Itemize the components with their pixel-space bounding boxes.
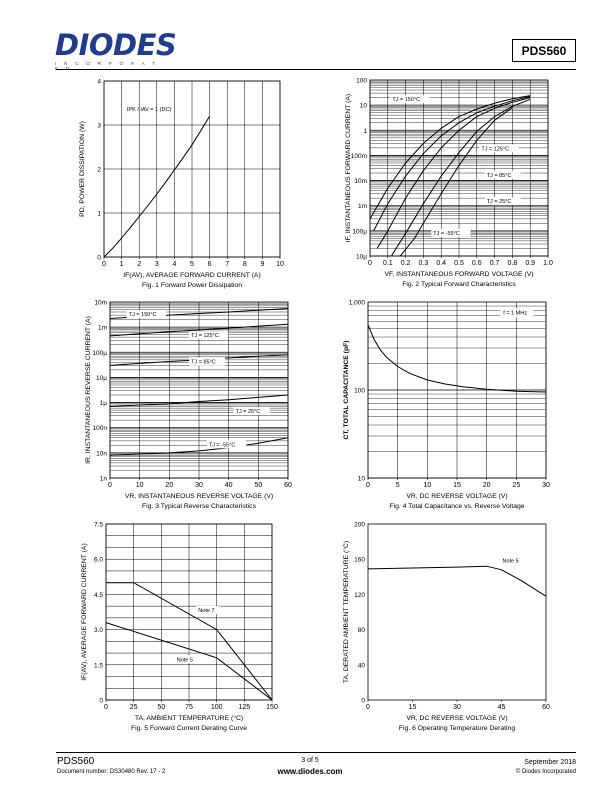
x-tick-label: 50 [157,704,166,711]
x-tick-label: 7 [225,261,230,268]
x-tick-label: 0.8 [507,260,518,267]
y-tick-label: 1.5 [93,662,103,670]
y-tick-label: 100µ [352,228,367,236]
x-axis-label: IF(AV), AVERAGE FORWARD CURRENT (A) [123,272,261,279]
y-tick-label: 2 [97,166,101,174]
annotation-text: f = 1 MHz [503,310,527,317]
series-label: TJ = -55°C [433,230,460,237]
x-tick-label: 10 [423,482,432,489]
y-tick-label: 4.5 [93,591,103,599]
series-line [368,566,546,596]
header-rule [56,69,576,70]
series-label: Note 5 [502,558,519,565]
x-tick-label: 45 [497,704,506,711]
series-line [374,97,531,231]
figure-2-forward-characteristics [330,75,560,290]
x-axis-label: VR, DC REVERSE VOLTAGE (V) [406,715,508,722]
x-tick-label: 150 [266,704,278,711]
footer-page-number: 3 of 5 [301,757,319,764]
x-tick-label: 40 [224,482,233,489]
y-tick-label: 40 [357,662,365,670]
logo-wordmark: DIODES [55,28,177,62]
x-tick-label: 60 [542,704,550,711]
x-tick-label: 0 [366,482,370,489]
footer-website[interactable]: www.diodes.com [277,767,343,776]
chart-grid [368,302,546,478]
x-tick-label: 30 [453,704,461,711]
series-label: TJ = -55°C [208,442,236,449]
y-tick-label: 0 [97,254,101,262]
y-tick-label: 7.5 [93,521,103,529]
y-tick-label: 0 [361,697,365,705]
y-tick-label: 4 [97,78,101,86]
chart-title: Fig. 2 Typical Forward Characteristics [402,281,516,288]
x-axis-label: VF, INSTANTANEOUS FORWARD VOLTAGE (V) [384,271,534,278]
y-tick-label: 10n [96,450,107,458]
figure-5-derating [78,518,293,736]
x-tick-label: 100 [210,704,223,711]
x-tick-label: 0 [102,261,106,268]
x-tick-label: 6 [207,261,212,268]
series-label: TJ = 85°C [191,359,216,366]
x-tick-label: 5 [395,482,400,489]
chart-title: Fig. 5 Forward Current Derating Curve [131,725,247,732]
figure-4-capacitance [336,296,558,511]
y-axis-label: PD, POWER DISSIPATION (W) [79,121,86,217]
y-tick-label: 10µ [96,374,107,382]
x-tick-label: 0.2 [400,260,411,267]
y-tick-label: 1n [99,475,107,483]
y-tick-label: 10m [354,178,367,186]
x-tick-label: 3 [154,261,159,268]
series-label: TJ = 125°C [191,333,219,340]
chart-grid [106,524,272,700]
x-tick-label: 10 [135,482,144,489]
series-label: TJ = 150°C [392,97,421,104]
y-tick-label: 1,000 [348,299,365,307]
x-tick-label: 0.1 [382,260,393,267]
y-tick-label: 100n [92,425,107,433]
chart-title: Fig. 3 Typical Reverse Characteristics [142,503,256,510]
footer-part-number: PDS560 [57,756,95,767]
chart-title: Fig. 6 Operating Temperature Derating [398,725,516,732]
footer-copyright: © Diodes Incorporated [515,769,576,775]
x-tick-label: 1 [119,261,124,268]
fig1-svg [80,75,290,290]
footer-rule [56,752,576,753]
y-tick-label: 10µ [356,253,367,261]
figure-6-temperature-derating [336,518,558,736]
y-axis-label: CT, TOTAL CAPACITANCE (pF) [343,340,350,440]
y-tick-label: 160 [354,556,365,564]
y-tick-label: 10 [357,475,365,483]
x-tick-label: 50 [254,482,263,489]
y-tick-label: 10 [359,102,367,110]
y-axis-label: TA, DERATED AMBIENT TEMPERATURE (°C) [343,540,350,684]
series-label: TJ = 25°C [235,408,261,415]
y-tick-label: 120 [354,591,365,599]
diodes-logo [55,28,177,71]
x-tick-label: 8 [242,261,247,268]
footer-date: September 2018 [524,759,576,766]
y-tick-label: 3 [97,122,101,130]
series-label: TJ = 25°C [486,199,512,206]
x-tick-label: 15 [408,704,417,711]
y-tick-label: 1 [363,127,367,135]
x-tick-label: 9 [260,261,265,268]
series-label: TJ = 150°C [128,312,157,319]
y-tick-label: 80 [357,627,365,635]
y-tick-label: 6.0 [93,556,103,564]
chart-grid [110,302,288,478]
fig2-svg [330,75,560,290]
figure-3-reverse-characteristics [78,296,293,511]
y-tick-label: 1m [97,324,107,332]
x-tick-label: 0 [368,260,372,267]
x-tick-label: 20 [165,482,174,489]
logo-subtext: I N C O R P O R A T E D [55,61,159,71]
x-tick-label: 0 [104,704,108,711]
y-tick-label: 1m [357,203,367,211]
series-label: Note 5 [176,657,193,664]
y-tick-label: 100µ [92,349,107,357]
series-label: TJ = 85°C [486,172,512,179]
x-tick-label: 75 [185,704,193,711]
x-tick-label: 0.6 [471,260,482,267]
x-tick-label: 2 [137,261,142,268]
x-tick-label: 0 [366,704,370,711]
fig3-svg [78,296,293,511]
x-tick-label: 30 [195,482,203,489]
y-tick-label: 10m [94,299,107,307]
x-tick-label: 0.3 [418,260,429,267]
series-label: Note 7 [198,608,215,614]
y-tick-label: 200 [354,521,365,529]
y-tick-label: 0 [99,697,103,705]
x-axis-label: VR, INSTANTANEOUS REVERSE VOLTAGE (V) [124,493,274,500]
y-tick-label: 1 [97,210,101,218]
fig6-svg [336,518,558,736]
part-number-box: PDS560 [512,39,576,62]
y-axis-label: IF, INSTANTANEOUS FORWARD CURRENT (A) [345,93,352,243]
y-tick-label: 100m [350,152,367,160]
chart-title: Fig. 4 Total Capacitance vs. Reverse Voltage [389,503,525,510]
series-label: TJ = 125°C [481,146,510,153]
figure-1-forward-power-dissipation [80,75,290,290]
plot-frame [368,524,546,700]
x-tick-label: 25 [512,482,521,489]
y-tick-label: 3.0 [93,627,103,635]
x-tick-label: 20 [482,482,491,489]
x-axis-label: VR, DC REVERSE VOLTAGE (V) [406,493,508,500]
footer-doc-number: Document number: DS30480 Rev. 17 - 2 [57,769,166,775]
y-axis-label: IF(AV), AVERAGE FORWARD CURRENT (A) [81,543,88,681]
fig5-svg [78,518,293,736]
x-tick-label: 25 [129,704,138,711]
x-axis-label: TA, AMBIENT TEMPERATURE (°C) [134,715,244,722]
y-axis-label: IR, INSTANTANEOUS REVERSE CURRENT (A) [85,316,92,464]
x-tick-label: 0.4 [436,260,447,267]
y-tick-label: 1µ [99,400,107,408]
x-tick-label: 0.9 [525,260,536,267]
x-tick-label: 0.7 [489,260,500,267]
annotation-text: IPK / IAV = 1 (DC) [126,106,172,113]
y-tick-label: 100 [356,77,367,85]
x-tick-label: 4 [172,261,177,268]
y-tick-label: 100 [354,387,365,395]
x-tick-label: 10 [276,261,284,268]
x-tick-label: 5 [190,261,194,268]
x-tick-label: 125 [238,704,251,711]
fig4-svg [336,296,558,511]
x-tick-label: 1.0 [543,260,553,267]
x-tick-label: 15 [453,482,461,489]
x-tick-label: 60 [284,482,292,489]
x-tick-label: 0 [108,482,112,489]
x-tick-label: 30 [542,482,550,489]
chart-title: Fig. 1 Forward Power Dissipation [141,282,243,289]
x-tick-label: 0.5 [454,260,464,267]
